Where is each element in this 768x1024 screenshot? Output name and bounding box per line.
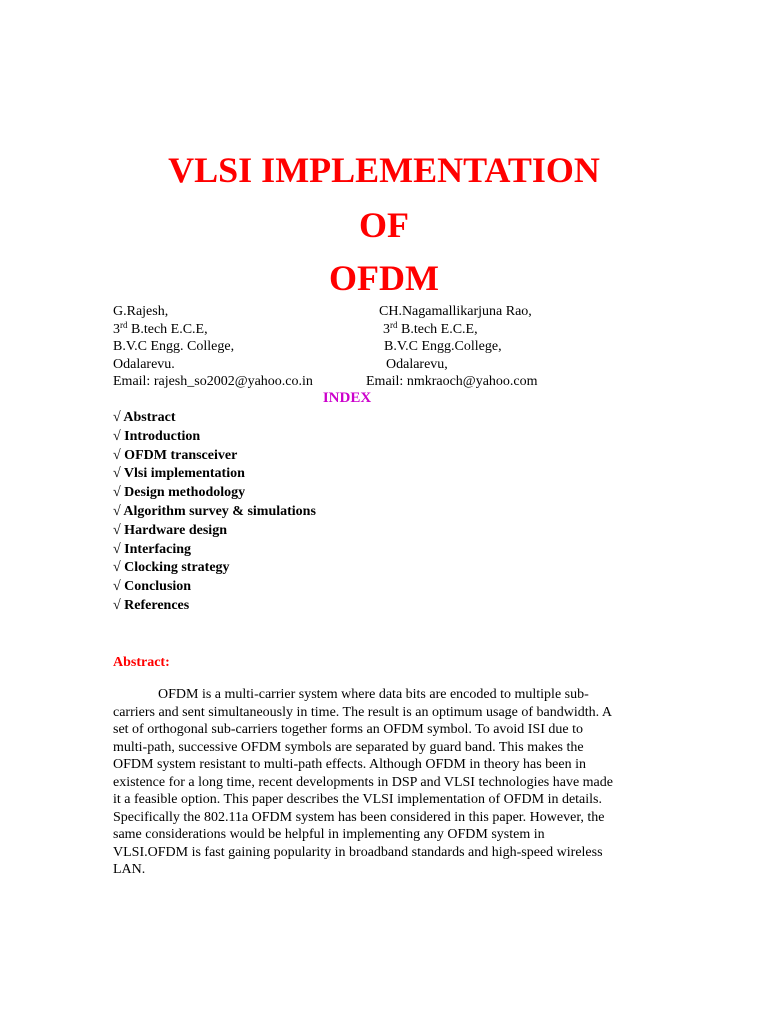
title-line-3: OFDM — [329, 258, 439, 298]
author-email-row — [113, 373, 673, 391]
index-item: √ References — [113, 597, 190, 613]
author-1-place: Odalarevu. — [113, 356, 175, 372]
abstract-line: multi-path, successive OFDM symbols are separated by guard band. This makes the — [113, 739, 584, 755]
author-1-year: 3rd B.tech E.C.E, — [113, 319, 208, 337]
index-item: √ Conclusion — [113, 579, 192, 595]
title-line-2: OF — [359, 205, 409, 245]
index-item: √ Vlsi implementation — [113, 466, 245, 482]
author-place-row — [113, 356, 673, 374]
author-1-college: B.V.C Engg. College, — [113, 339, 235, 354]
index-heading: INDEX — [322, 390, 372, 406]
abstract-line: it a feasible option. This paper describes the VLSI implementation of OFDM in details. — [113, 792, 603, 807]
index-list — [113, 409, 316, 616]
abstract-paragraph — [113, 686, 653, 879]
abstract-line: same considerations would be helpful in implementing any OFDM system in — [113, 827, 545, 842]
title-line-1: VLSI IMPLEMENTATION — [168, 150, 600, 190]
abstract-line: set of orthogonal sub-carriers together forms an OFDM symbol. To avoid ISI due to — [113, 722, 584, 737]
author-2-place: Odalarevu, — [386, 356, 448, 372]
index-item: √ Introduction — [113, 428, 201, 444]
index-item: √ Clocking strategy — [113, 560, 230, 576]
index-item: √ Algorithm survey & simulations — [113, 503, 316, 519]
index-item: √ Abstract — [113, 410, 176, 425]
author-block — [113, 303, 673, 391]
abstract-line: existence for a long time, recent developments in DSP and VLSI technologies have made — [113, 774, 613, 790]
author-2-email: Email: nmkraoch@yahoo.com — [366, 374, 538, 389]
author-1-email: Email: rajesh_so2002@yahoo.co.in — [113, 374, 313, 389]
abstract-line: carriers and sent simultaneously in time. The result is an optimum usage of bandwidth. A — [113, 704, 612, 720]
abstract-line: OFDM system resistant to multi-path effects. Although OFDM in theory has been in — [113, 757, 586, 772]
author-2-name: CH.Nagamallikarjuna Rao, — [379, 304, 532, 319]
index-item: √ Design methodology — [113, 485, 246, 501]
abstract-heading: Abstract: — [113, 655, 170, 670]
abstract-line: Specifically the 802.11a OFDM system has been considered in this paper. However, the — [113, 809, 605, 825]
abstract-line: VLSI.OFDM is fast gaining popularity in broadband standards and high-speed wireless — [113, 844, 603, 860]
author-year-row — [113, 321, 673, 339]
author-2-college: B.V.C Engg.College, — [384, 339, 502, 354]
abstract-line: LAN. — [113, 862, 146, 877]
index-item: √ Hardware design — [113, 522, 227, 538]
index-item: √ OFDM transceiver — [113, 447, 238, 463]
author-1-name: G.Rajesh, — [113, 304, 169, 319]
author-2-year: 3rd B.tech E.C.E, — [383, 319, 478, 337]
abstract-line: OFDM is a multi-carrier system where data bits are encoded to multiple sub- — [158, 687, 589, 702]
author-college-row — [113, 338, 673, 356]
index-item: √ Interfacing — [113, 541, 192, 557]
author-name-row — [113, 303, 673, 321]
